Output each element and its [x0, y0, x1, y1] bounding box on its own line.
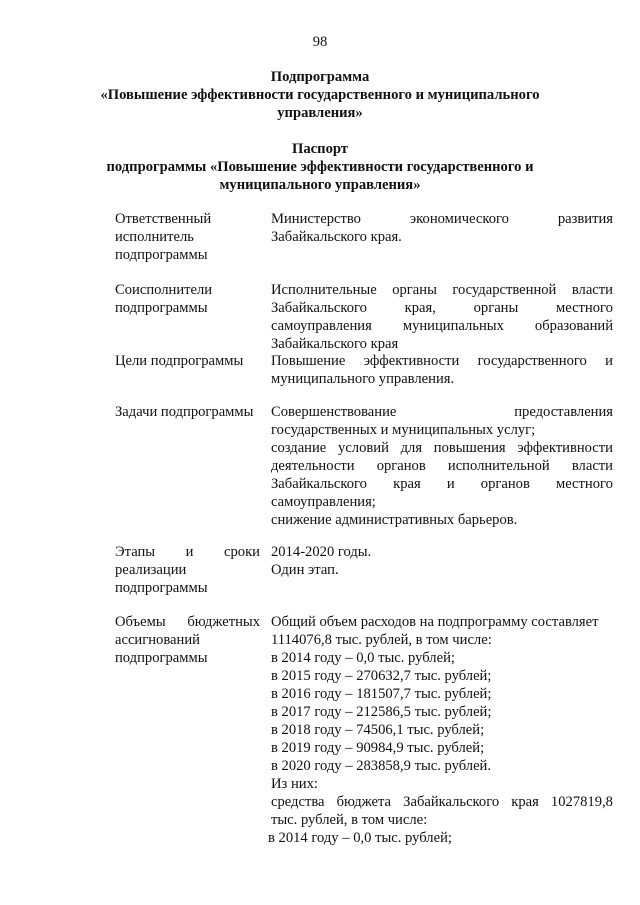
word: бюджетных [187, 614, 260, 630]
word: эффективности [363, 353, 460, 369]
label-line: Задачи подпрограммы [115, 404, 254, 420]
word: деятельности [271, 458, 355, 474]
value-line: снижение административных барьеров. [271, 512, 518, 528]
justified-line [271, 317, 613, 335]
word: сроки [224, 544, 260, 560]
justified-label-line [115, 613, 260, 631]
word: для [400, 440, 423, 456]
justified-line [271, 352, 613, 370]
responsible-label [115, 210, 260, 264]
label-line: подпрограммы [115, 247, 208, 263]
word: края [393, 476, 421, 492]
year-line: в 2015 году – 270632,7 тыс. рублей; [271, 668, 492, 684]
goals-label [115, 352, 260, 370]
label-line: подпрограммы [115, 580, 208, 596]
value-line: Забайкальского края. [271, 229, 402, 245]
value-line: государственных и муниципальных услуг; [271, 422, 536, 438]
word: Объемы [115, 614, 166, 630]
passport-heading-line2: подпрограммы «Повышение эффективности государственного и [106, 159, 534, 175]
word: Забайкальского [271, 476, 367, 492]
word: местного [556, 300, 613, 316]
justified-line [271, 403, 613, 421]
word: условий [338, 440, 389, 456]
value-line: Один этап. [271, 562, 339, 578]
word: Забайкальского [271, 300, 367, 316]
coexecutors-value [271, 281, 613, 353]
tasks-value [271, 403, 613, 529]
word: края, [404, 300, 436, 316]
stages-value [271, 543, 613, 579]
word: создание [271, 440, 327, 456]
value-line: Общий объем расходов на подпрограмму составляет [271, 614, 599, 630]
word: Совершенствование [271, 404, 397, 420]
word: Исполнительные [271, 282, 377, 298]
word: Этапы [115, 544, 156, 560]
word: государственной [452, 282, 557, 298]
justified-label-line [115, 543, 260, 561]
word: эффективности [517, 440, 613, 456]
value-line: самоуправления; [271, 494, 376, 510]
word: государственного [477, 353, 587, 369]
word: бюджета [336, 794, 392, 810]
word: 1027819,8 [550, 794, 613, 810]
word: власти [571, 282, 613, 298]
label-line: Соисполнители [115, 282, 213, 298]
year-line: в 2020 году – 283858,9 тыс. рублей. [271, 758, 492, 774]
word: Министерство [271, 211, 361, 227]
subprogram-heading [0, 68, 640, 122]
passport-heading-line1: Паспорт [292, 141, 348, 157]
label-line: Цели подпрограммы [115, 353, 244, 369]
year-line: в 2019 году – 90984,9 тыс. рублей; [271, 740, 485, 756]
year-line: в 2014 году – 0,0 тыс. рублей; [268, 830, 452, 846]
value-line: муниципального управления. [271, 371, 455, 387]
responsible-value [271, 210, 613, 246]
word: предоставления [514, 404, 613, 420]
word: органы [473, 300, 519, 316]
word: края [511, 794, 539, 810]
value-line: 2014-2020 годы. [271, 544, 372, 560]
word: муниципальных [402, 318, 504, 334]
goals-value [271, 352, 613, 388]
justified-line [271, 210, 613, 228]
justified-line [271, 475, 613, 493]
budget-label [115, 613, 260, 667]
word: органы [392, 282, 437, 298]
coexecutors-label [115, 281, 260, 317]
justified-line [271, 457, 613, 475]
value-line: тыс. рублей, в том числе: [271, 812, 428, 828]
justified-line [271, 281, 613, 299]
label-line: подпрограммы [115, 650, 208, 666]
label-line: реализации [115, 562, 187, 578]
word: и [185, 544, 194, 560]
word: власти [571, 458, 613, 474]
word: Забайкальского [403, 794, 500, 810]
justified-line [271, 793, 613, 811]
value-line: Из них: [271, 776, 318, 792]
passport-heading-line3: муниципального управления» [219, 177, 421, 193]
subprogram-heading-line3: управления» [277, 105, 363, 121]
page-number: 98 [312, 34, 328, 50]
word: повышения [433, 440, 506, 456]
word: самоуправления [271, 318, 372, 334]
word: местного [555, 476, 613, 492]
tasks-label [115, 403, 260, 421]
word: средства [271, 794, 325, 810]
subprogram-heading-line2: «Повышение эффективности государственного и муниципального [100, 87, 540, 103]
word: органов [376, 458, 426, 474]
budget-value [268, 613, 613, 847]
year-line: в 2016 году – 181507,7 тыс. рублей; [271, 686, 492, 702]
justified-line [271, 299, 613, 317]
word: и [446, 476, 455, 492]
label-line: Ответственный [115, 211, 212, 227]
value-line: 1114076,8 тыс. рублей, в том числе: [271, 632, 492, 648]
year-line: в 2018 году – 74506,1 тыс. рублей; [271, 722, 485, 738]
word: исполнительной [447, 458, 550, 474]
word: органов [480, 476, 530, 492]
year-line: в 2017 году – 212586,5 тыс. рублей; [271, 704, 492, 720]
label-line: подпрограммы [115, 300, 208, 316]
value-line: Забайкальского края [271, 336, 399, 352]
word: экономического [409, 211, 509, 227]
label-line: исполнитель [115, 229, 194, 245]
stages-label [115, 543, 260, 597]
year-line: в 2014 году – 0,0 тыс. рублей; [271, 650, 455, 666]
word: развития [557, 211, 613, 227]
word: и [605, 353, 613, 369]
justified-line [271, 439, 613, 457]
word: Повышение [271, 353, 346, 369]
word: образований [534, 318, 613, 334]
subprogram-heading-line1: Подпрограмма [270, 69, 370, 85]
label-line: ассигнований [115, 632, 200, 648]
passport-heading [0, 140, 640, 194]
